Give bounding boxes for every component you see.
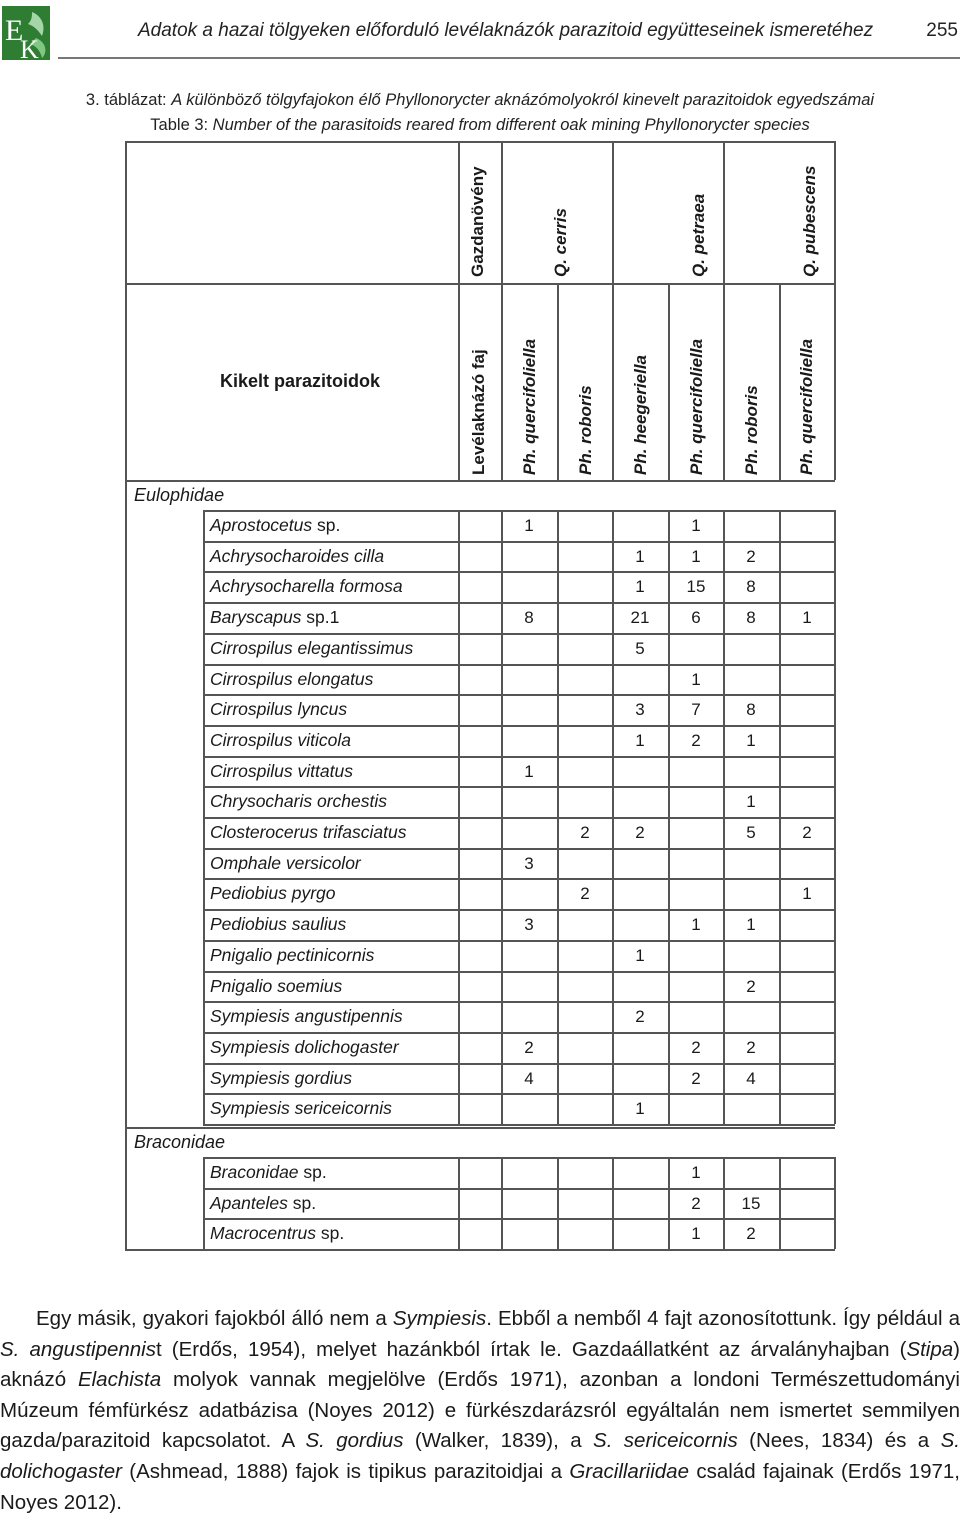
italic-term: S. sericeicornis [593,1429,738,1453]
species-name [210,791,387,812]
row-rule [203,909,835,911]
species-name [210,638,413,659]
count-cell: 1 [635,546,645,566]
running-title: Adatok a hazai tölgyeken előforduló levélaknázók parazitoid együtteseinek ismeretéhez [138,20,874,41]
body-text-run: . Ebből a nemből 4 fajt azonosítottunk. Így például a [486,1307,960,1330]
italic-term: S. angustipennis [0,1337,156,1361]
family-label: Eulophidae [134,485,225,505]
species-name [210,1162,327,1183]
count-cell: 2 [691,1037,701,1057]
species-genus: Pediobius saulius [210,914,347,935]
body-text-run: család fajainak (Erdős 1971, Noyes 2012). [0,1459,960,1514]
italic-term: Sympiesis [392,1307,487,1330]
host-plant-header: Gazdanövény [468,166,487,277]
species-name [210,607,339,628]
count-cell: 2 [691,1068,701,1088]
value-col-rule [723,510,725,1124]
count-cell: 4 [524,1068,534,1088]
count-cell: 1 [802,884,812,904]
count-cell: 2 [746,976,756,996]
species-col-rule [203,1157,205,1249]
page-number: 255 [926,20,958,41]
count-cell: 6 [691,608,701,628]
species-genus: Omphale versicolor [210,852,361,873]
count-cell: 1 [635,945,645,965]
caption-en-text: Number of the parasitoids reared from different oak mining Phyllonorycter species [212,116,810,134]
species-genus: Achrysocharella formosa [210,576,403,597]
count-cell: 2 [580,884,590,904]
leafminer-header: Levélaknázó faj [469,349,488,475]
host-header-q-cerris: Q. cerris [551,208,570,277]
species-name [210,761,353,782]
species-genus: Pnigalio soemius [210,975,343,996]
count-cell: 15 [686,577,706,597]
count-cell: 1 [635,577,645,597]
body-text-run: (Nees, 1834) és a [737,1429,941,1453]
leafminer-header-3: Ph. heegeriella [631,355,650,475]
italic-term: Gracillariidae [569,1459,689,1483]
host-header-q-petraea: Q. petraea [689,193,708,277]
species-genus: Achrysocharoides cilla [210,545,385,566]
species-genus: Cirrospilus vittatus [210,760,353,781]
value-col-rule [779,1157,781,1249]
count-cell: 1 [802,608,812,628]
body-text-run: t (Erdős, 1954), melyet hazánkból írtak le. Gazdaállatként az árvalányhajban ( [155,1337,907,1361]
parasitoid-header: Kikelt parazitoidok [220,371,381,391]
caption-en-prefix: Table 3: [150,116,213,134]
count-cell: 1 [746,915,756,935]
header-col-rule-4 [668,283,670,480]
count-cell: 1 [746,792,756,812]
count-cell: 3 [635,700,645,720]
species-name [210,822,406,843]
leafminer-header-5: Ph. roboris [742,385,761,475]
row-rule [203,1188,835,1190]
leafminer-header-2: Ph. roboris [576,385,595,475]
count-cell: 1 [691,915,701,935]
count-cell: 2 [691,730,701,750]
count-cell: 2 [524,1037,534,1057]
count-cell: 3 [524,915,534,935]
count-cell: 2 [746,1224,756,1244]
species-name [210,730,351,751]
count-cell: 4 [746,1068,756,1088]
count-cell: 21 [630,608,650,628]
row-rule [203,541,835,543]
italic-term: Stipa [906,1337,954,1361]
species-name [210,945,374,966]
species-name [210,976,342,997]
species-genus: Pnigalio pectinicornis [210,944,375,965]
header-col-rule-5 [723,141,725,480]
svg-text:K: K [20,35,39,60]
species-epithet: sp. [287,1192,317,1213]
count-cell: 8 [746,577,756,597]
value-col-rule [834,1157,836,1249]
count-cell: 1 [691,1163,701,1182]
count-cell: 2 [802,823,812,842]
row-rule [203,633,835,635]
header-col-rule-7 [834,141,836,480]
header-col-rule-3 [612,141,614,480]
row-rule [203,1032,835,1034]
species-genus: Braconidae [210,1162,299,1182]
species-genus: Aprostocetus [210,515,313,535]
count-cell: 5 [635,638,645,658]
row-rule [203,1093,835,1095]
species-epithet: sp. [312,515,341,535]
table-bottom-rule [125,1249,835,1251]
count-cell: 2 [746,546,756,566]
species-name [210,853,361,874]
species-genus: Cirrospilus viticola [210,729,352,750]
family-label: Braconidae [134,1132,226,1152]
row-rule [203,971,835,973]
count-cell: 3 [524,853,534,873]
value-col-rule [779,510,781,1124]
caption-hu-text: A különböző tölgyfajokon élő Phyllonorycter aknázómolyokról kinevelt parazitoidok egyedszámai [171,91,875,109]
species-name [210,576,403,597]
species-name [210,1006,403,1027]
species-name [210,1223,344,1244]
count-cell: 2 [691,1193,701,1213]
value-col-rule [612,1157,614,1249]
row-rule [203,878,835,880]
species-genus: Cirrospilus elongatus [210,668,374,689]
count-cell: 1 [691,1224,701,1244]
count-cell: 1 [691,669,701,689]
host-header-q-pubescens: Q. pubescens [800,165,819,277]
value-col-rule [557,510,559,1124]
value-col-rule [458,510,460,1124]
species-genus: Sympiesis sericeicornis [210,1098,392,1119]
family-rule [125,480,835,482]
count-cell: 5 [746,823,756,842]
count-cell: 2 [580,823,590,842]
value-col-rule [612,510,614,1124]
row-rule [203,725,835,727]
species-name [210,1193,316,1214]
row-rule [203,1124,835,1126]
species-genus: Sympiesis dolichogaster [210,1036,399,1057]
header-left-rule [125,141,127,480]
header-col-rule-1 [501,141,503,480]
italic-term: Elachista [77,1368,162,1392]
header-col-rule-0 [458,141,460,480]
count-cell: 1 [635,730,645,750]
value-col-rule [458,1157,460,1249]
row-rule [203,848,835,850]
leafminer-header-1: Ph. quercifoliella [520,338,539,475]
row-rule [203,786,835,788]
value-col-rule [834,510,836,1124]
row-rule [203,510,835,512]
body-paragraph-text [0,1304,960,1518]
species-genus: Apanteles [210,1192,288,1213]
body-text-run: Egy másik, gyakori fajokból álló nem a [36,1307,393,1330]
species-genus: Baryscapus [210,607,302,628]
caption-hu-prefix: 3. táblázat: [85,91,172,109]
row-rule [203,1063,835,1065]
species-epithet: sp. [316,1223,345,1244]
row-rule [203,756,835,758]
row-rule [203,602,835,604]
leafminer-header-4: Ph. quercifoliella [687,338,706,475]
species-name [210,1068,352,1089]
count-cell: 1 [691,546,701,566]
family-rule [125,1127,835,1129]
count-cell: 7 [691,700,701,720]
body-text-run: (Walker, 1839), a [403,1429,594,1453]
value-col-rule [557,1157,559,1249]
italic-term: S. gordius [305,1429,404,1453]
count-cell: 1 [691,516,701,535]
value-col-rule [723,1157,725,1249]
row-rule [203,940,835,942]
value-col-rule [668,1157,670,1249]
count-cell: 1 [524,516,534,535]
svg-text:E: E [5,14,24,47]
row-rule [203,1157,835,1159]
row-rule [203,571,835,573]
body-text-run: (Ashmead, 1888) fajok is tipikus parazitoidjai a [121,1459,570,1483]
species-genus: Chrysocharis orchestis [210,791,387,812]
species-name [210,699,347,720]
species-name [210,883,336,904]
table-left-rule [125,480,127,1249]
species-name [210,515,340,536]
species-epithet: sp.1 [301,607,340,628]
leafminer-header-6: Ph. quercifoliella [797,338,816,475]
species-genus: Macrocentrus [210,1223,317,1244]
count-cell: 2 [746,1037,756,1057]
value-col-rule [501,510,503,1124]
count-cell: 15 [741,1193,761,1213]
species-col-rule [203,510,205,1124]
row-rule [203,664,835,666]
header-col-rule-6 [779,283,781,480]
row-rule [203,694,835,696]
species-name [210,1037,399,1058]
count-cell: 1 [524,761,534,781]
count-cell: 2 [635,823,645,842]
row-rule [203,1218,835,1220]
row-rule [203,1001,835,1003]
value-col-rule [501,1157,503,1249]
species-genus: Cirrospilus lyncus [210,699,348,720]
species-name [210,914,346,935]
count-cell: 8 [746,608,756,628]
species-genus: Sympiesis gordius [210,1067,352,1088]
header-col-rule-2 [557,283,559,480]
count-cell: 8 [746,700,756,720]
header-middle-rule [125,283,835,285]
body-paragraph [0,1304,960,1518]
count-cell: 2 [635,1007,645,1027]
count-cell: 1 [746,730,756,750]
species-genus: Closterocerus trifasciatus [210,822,407,842]
value-col-rule [668,510,670,1124]
count-cell: 1 [635,1099,645,1119]
count-cell: 8 [524,608,534,628]
species-name [210,546,384,567]
species-genus: Cirrospilus elegantissimus [210,637,414,658]
species-name [210,1098,392,1119]
body-text-run: ) aknázó [0,1337,960,1392]
species-epithet: sp. [298,1162,327,1182]
species-name [210,669,373,690]
row-rule [203,817,835,819]
italic-term: S. dolichogaster [0,1429,960,1483]
header-top-rule [125,141,835,143]
species-genus: Sympiesis angustipennis [210,1006,403,1027]
species-genus: Pediobius pyrgo [210,883,336,904]
body-text-run: molyok vannak megjelölve (Erdős 1971), azonban a londoni Természettudományi Múzeum fémfürkész adatbázisa (Noyes 2012) e fürkészdarázsról egyáltalán nem ismertet semmilyen gazda/parazitoid kapcsolatot. A [0,1368,960,1453]
